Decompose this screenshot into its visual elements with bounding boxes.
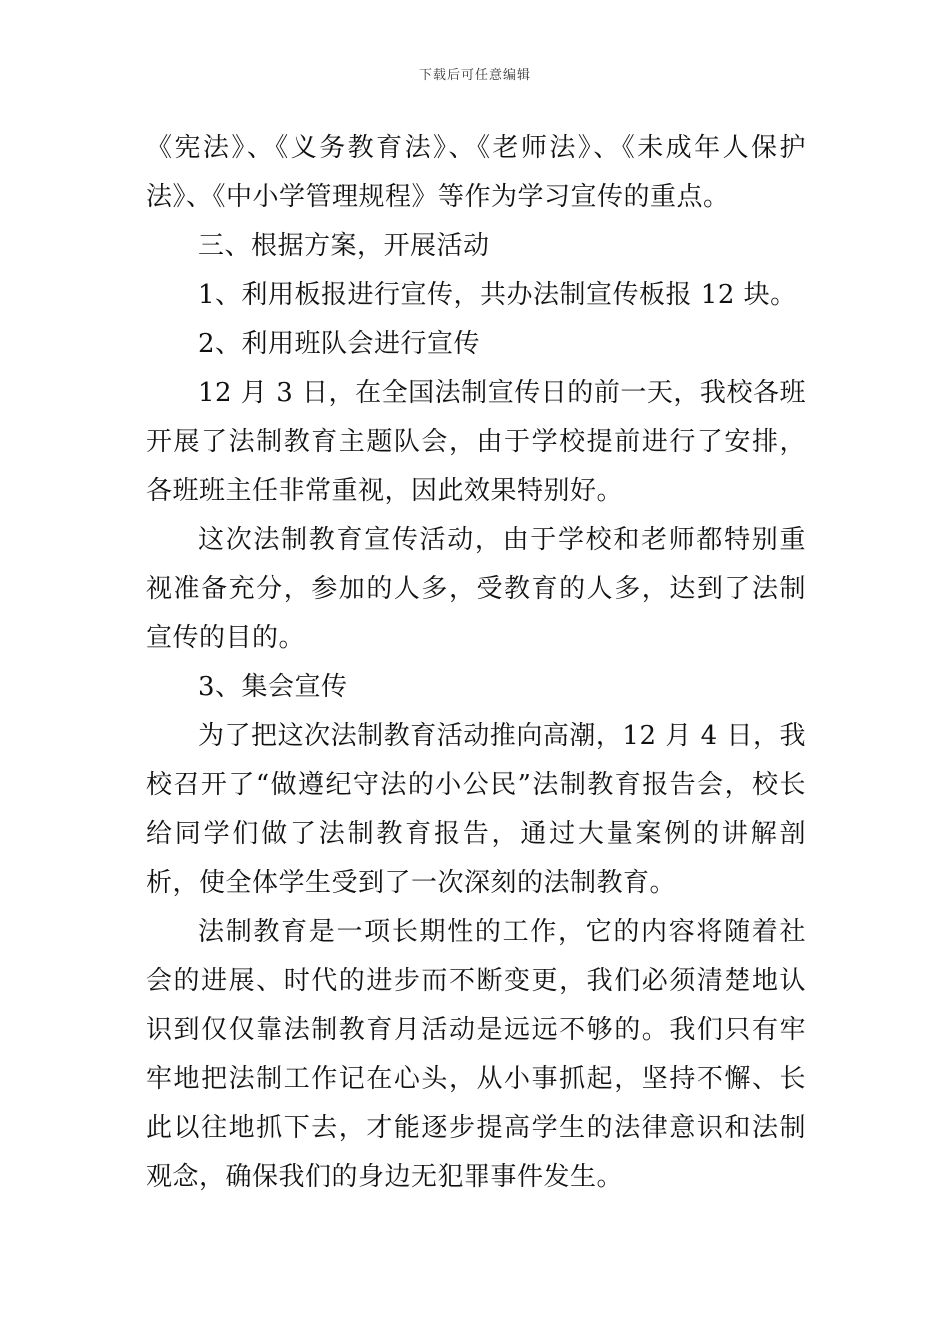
paragraph-8: 为了把这次法制教育活动推向高潮，12 月 4 日，我校召开了“做遵纪守法的小公民”法制教育报告会，校长给同学们做了法制教育报告，通过大量案例的讲解剖析，使全体学生受到了一次深刻的法制教育。 <box>146 721 806 898</box>
paragraph-9: 法制教育是一项长期性的工作，它的内容将随着社会的进展、时代的进步而不断变更，我们必须清楚地认识到仅仅靠法制教育月活动是远远不够的。我们只有牢牢地把法制工作记在心头，从小事抓起，坚持不懈、长此以往地抓下去，才能逐步提高学生的法律意识和法制观念，确保我们的身边无犯罪事件发生。 <box>146 917 806 1192</box>
paragraph-7: 3、集会宣传 <box>198 672 348 702</box>
document-body <box>146 124 806 1202</box>
paragraph-5: 12 月 3 日，在全国法制宣传日的前一天，我校各班开展了法制教育主题队会，由于学校提前进行了安排，各班班主任非常重视，因此效果特别好。 <box>146 378 806 506</box>
paragraph-4: 2、利用班队会进行宣传 <box>198 329 481 359</box>
paragraph-1: 《宪法》、《义务教育法》、《老师法》、《未成年人保护法》、《中小学管理规程》等作为学习宣传的重点。 <box>146 133 806 212</box>
paragraph-2: 三、根据方案，开展活动 <box>198 231 490 261</box>
page-header: 下载后可任意编辑 <box>418 68 531 83</box>
paragraph-3: 1、利用板报进行宣传，共办法制宣传板报 12 块。 <box>198 280 797 310</box>
paragraph-6: 这次法制教育宣传活动，由于学校和老师都特别重视准备充分，参加的人多，受教育的人多，达到了法制宣传的目的。 <box>146 525 806 653</box>
